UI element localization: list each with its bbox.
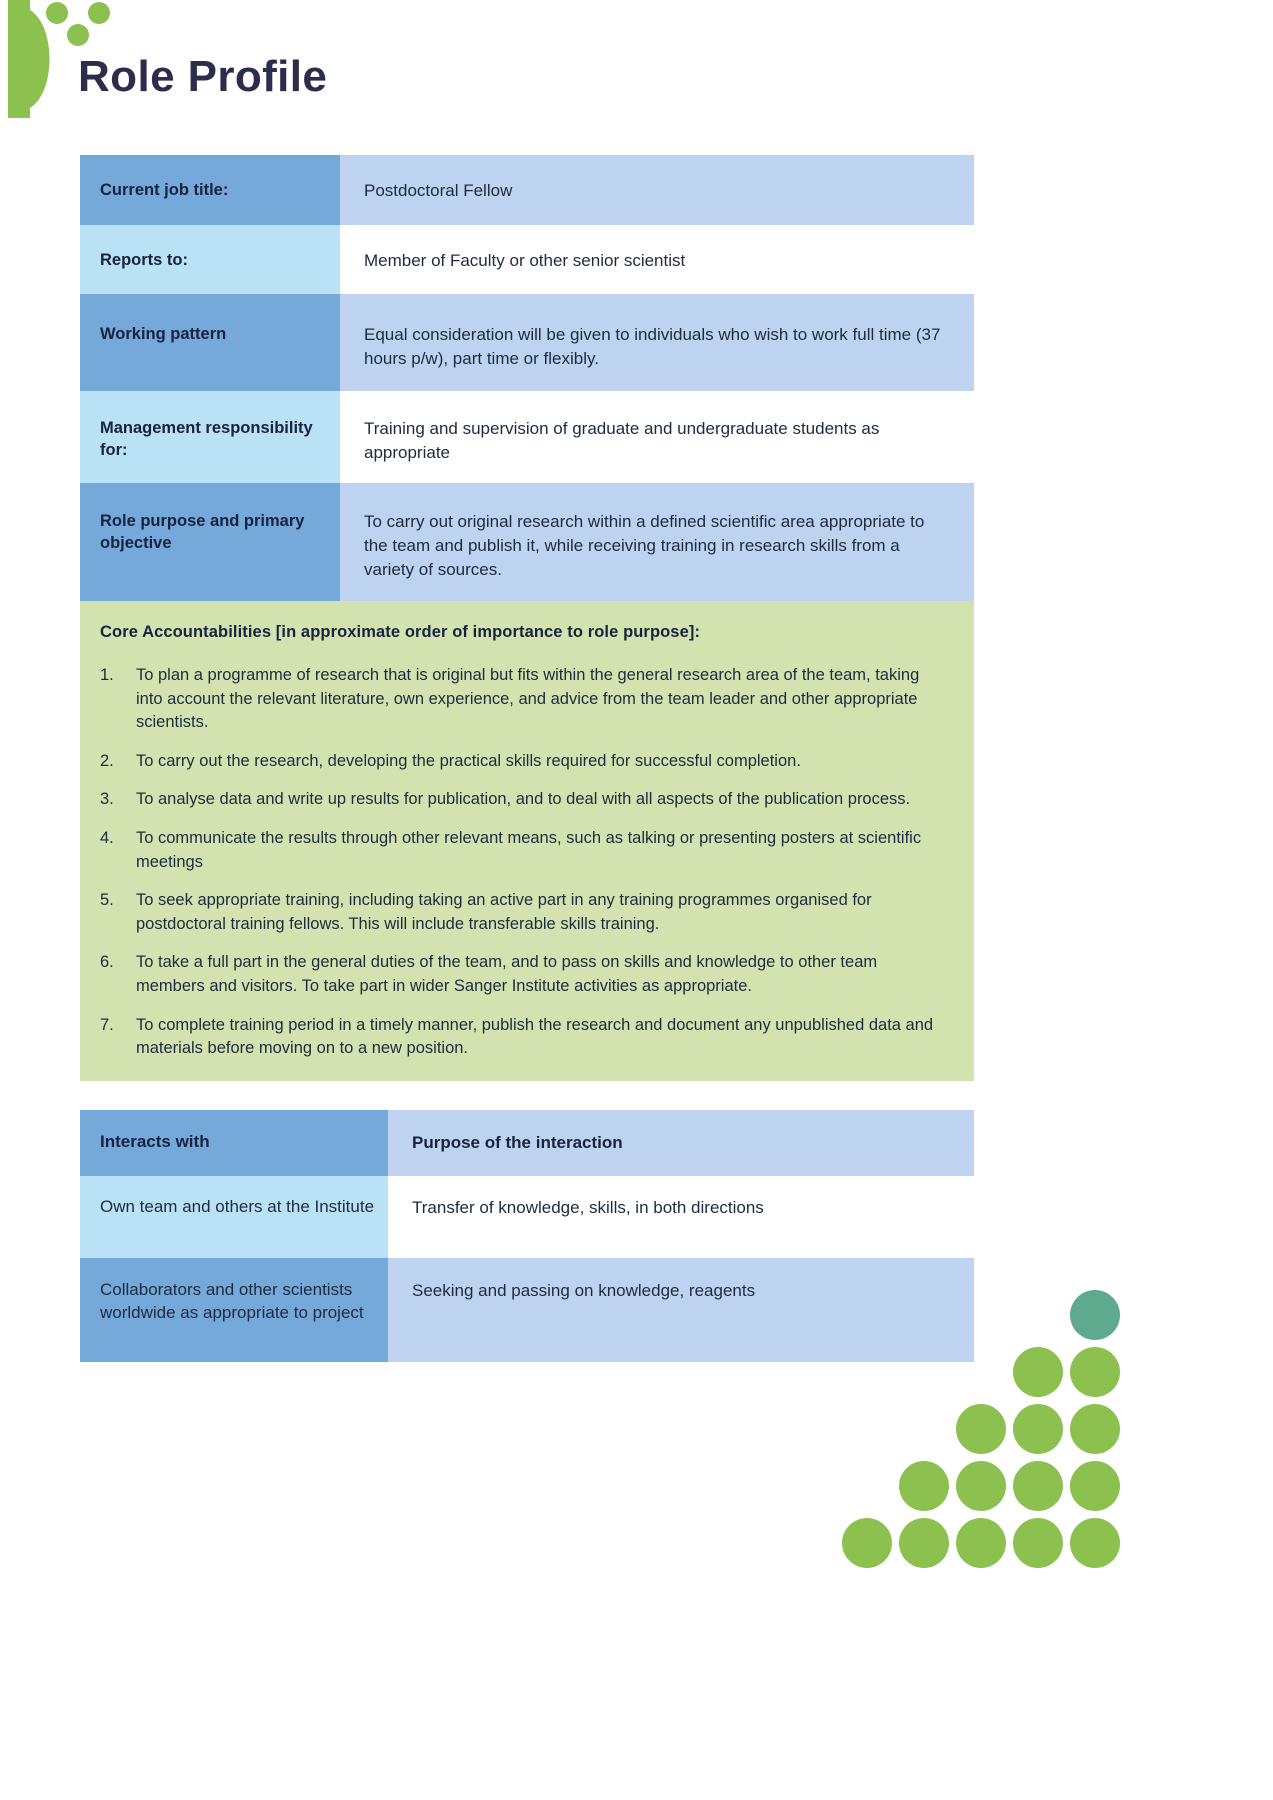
page-title: Role Profile [78, 52, 328, 101]
decorative-dot-icon [899, 1461, 949, 1511]
interacts-purpose-own-team: Transfer of knowledge, skills, in both directions [388, 1176, 974, 1258]
list-item [100, 827, 952, 874]
decorative-dot-icon [1013, 1461, 1063, 1511]
column-header-interacts-with: Interacts with [80, 1110, 388, 1176]
list-item-text: To plan a programme of research that is original but fits within the general research area of the team, taking into account the relevant literature, own experience, and advice from the team leader and other appropriate scientists. [136, 666, 920, 732]
list-item-text: To analyse data and write up results for publication, and to deal with all aspects of the publication process. [136, 790, 911, 809]
row-label-management-responsibility: Management responsibility for: [80, 391, 340, 483]
list-item-number: 7. [100, 1015, 114, 1034]
decorative-dot-icon [1013, 1518, 1063, 1568]
list-item [100, 788, 952, 812]
table-row [80, 225, 974, 294]
decorative-dot-icon [842, 1518, 892, 1568]
decorative-dot-grid [830, 1290, 1273, 1800]
interacts-who-collaborators: Collaborators and other scientists worldwide as appropriate to project [80, 1258, 388, 1362]
list-item-number: 2. [100, 751, 114, 770]
list-item-text: To seek appropriate training, including taking an active part in any training programmes organised for postdoctoral training fellows. This will include transferable skills training. [136, 891, 872, 933]
row-label-reports-to: Reports to: [80, 225, 340, 294]
list-item-number: 4. [100, 828, 114, 847]
list-item-number: 5. [100, 891, 114, 910]
decorative-dot-icon [956, 1461, 1006, 1511]
column-header-purpose: Purpose of the interaction [388, 1110, 974, 1176]
core-accountabilities-section [80, 601, 974, 1081]
list-item-text: To carry out the research, developing the practical skills required for successful completion. [136, 751, 801, 770]
list-item [100, 750, 952, 774]
role-info-table [80, 155, 974, 601]
decorative-dot-icon [899, 1518, 949, 1568]
row-value-working-pattern: Equal consideration will be given to individuals who wish to work full time (37 hours p/w), part time or flexibly. [340, 294, 974, 391]
decorative-dot-icon [1070, 1347, 1120, 1397]
interacts-purpose-collaborators: Seeking and passing on knowledge, reagents [388, 1258, 974, 1362]
list-item [100, 951, 952, 998]
interacts-who-own-team: Own team and others at the Institute [80, 1176, 388, 1258]
list-item-text: To take a full part in the general duties of the team, and to pass on skills and knowledge to other team members and visitors. To take part in wider Sanger Institute activities as appropriate. [136, 953, 878, 995]
list-item [100, 664, 952, 735]
logo-dot-icon [46, 2, 68, 24]
list-item [100, 889, 952, 936]
table-row [80, 155, 974, 225]
decorative-dot-icon [1013, 1404, 1063, 1454]
table-header-row [80, 1110, 974, 1176]
row-label-role-purpose: Role purpose and primary objective [80, 483, 340, 601]
row-value-role-purpose: To carry out original research within a defined scientific area appropriate to the team and publish it, while receiving training in research skills from a variety of sources. [340, 483, 974, 601]
list-item-number: 3. [100, 790, 114, 809]
table-row [80, 391, 974, 483]
decorative-dot-icon [1070, 1461, 1120, 1511]
row-label-working-pattern: Working pattern [80, 294, 340, 391]
decorative-dot-icon [1070, 1290, 1120, 1340]
list-item-text: To complete training period in a timely manner, publish the research and document any unpublished data and materials before moving on to a new position. [136, 1015, 934, 1058]
list-item-number: 1. [100, 666, 114, 684]
logo-dot-icon [67, 24, 89, 46]
decorative-dot-icon [1013, 1347, 1063, 1397]
list-item [100, 1014, 952, 1061]
row-value-reports-to: Member of Faculty or other senior scientist [340, 225, 974, 294]
decorative-dot-icon [956, 1404, 1006, 1454]
list-item-number: 6. [100, 953, 114, 972]
core-accountabilities-heading: Core Accountabilities [in approximate order of importance to role purpose]: [100, 623, 701, 641]
table-row [80, 294, 974, 391]
table-row [80, 483, 974, 601]
table-row [80, 1176, 974, 1258]
decorative-dot-icon [1070, 1404, 1120, 1454]
decorative-dot-icon [956, 1518, 1006, 1568]
row-value-current-job-title: Postdoctoral Fellow [340, 155, 974, 225]
logo-dot-icon [88, 2, 110, 24]
list-item-text: To communicate the results through other relevant means, such as talking or presenting posters at scientific meetings [136, 828, 922, 871]
decorative-dot-icon [1070, 1518, 1120, 1568]
row-label-current-job-title: Current job title: [80, 155, 340, 225]
row-value-management-responsibility: Training and supervision of graduate and undergraduate students as appropriate [340, 391, 974, 483]
